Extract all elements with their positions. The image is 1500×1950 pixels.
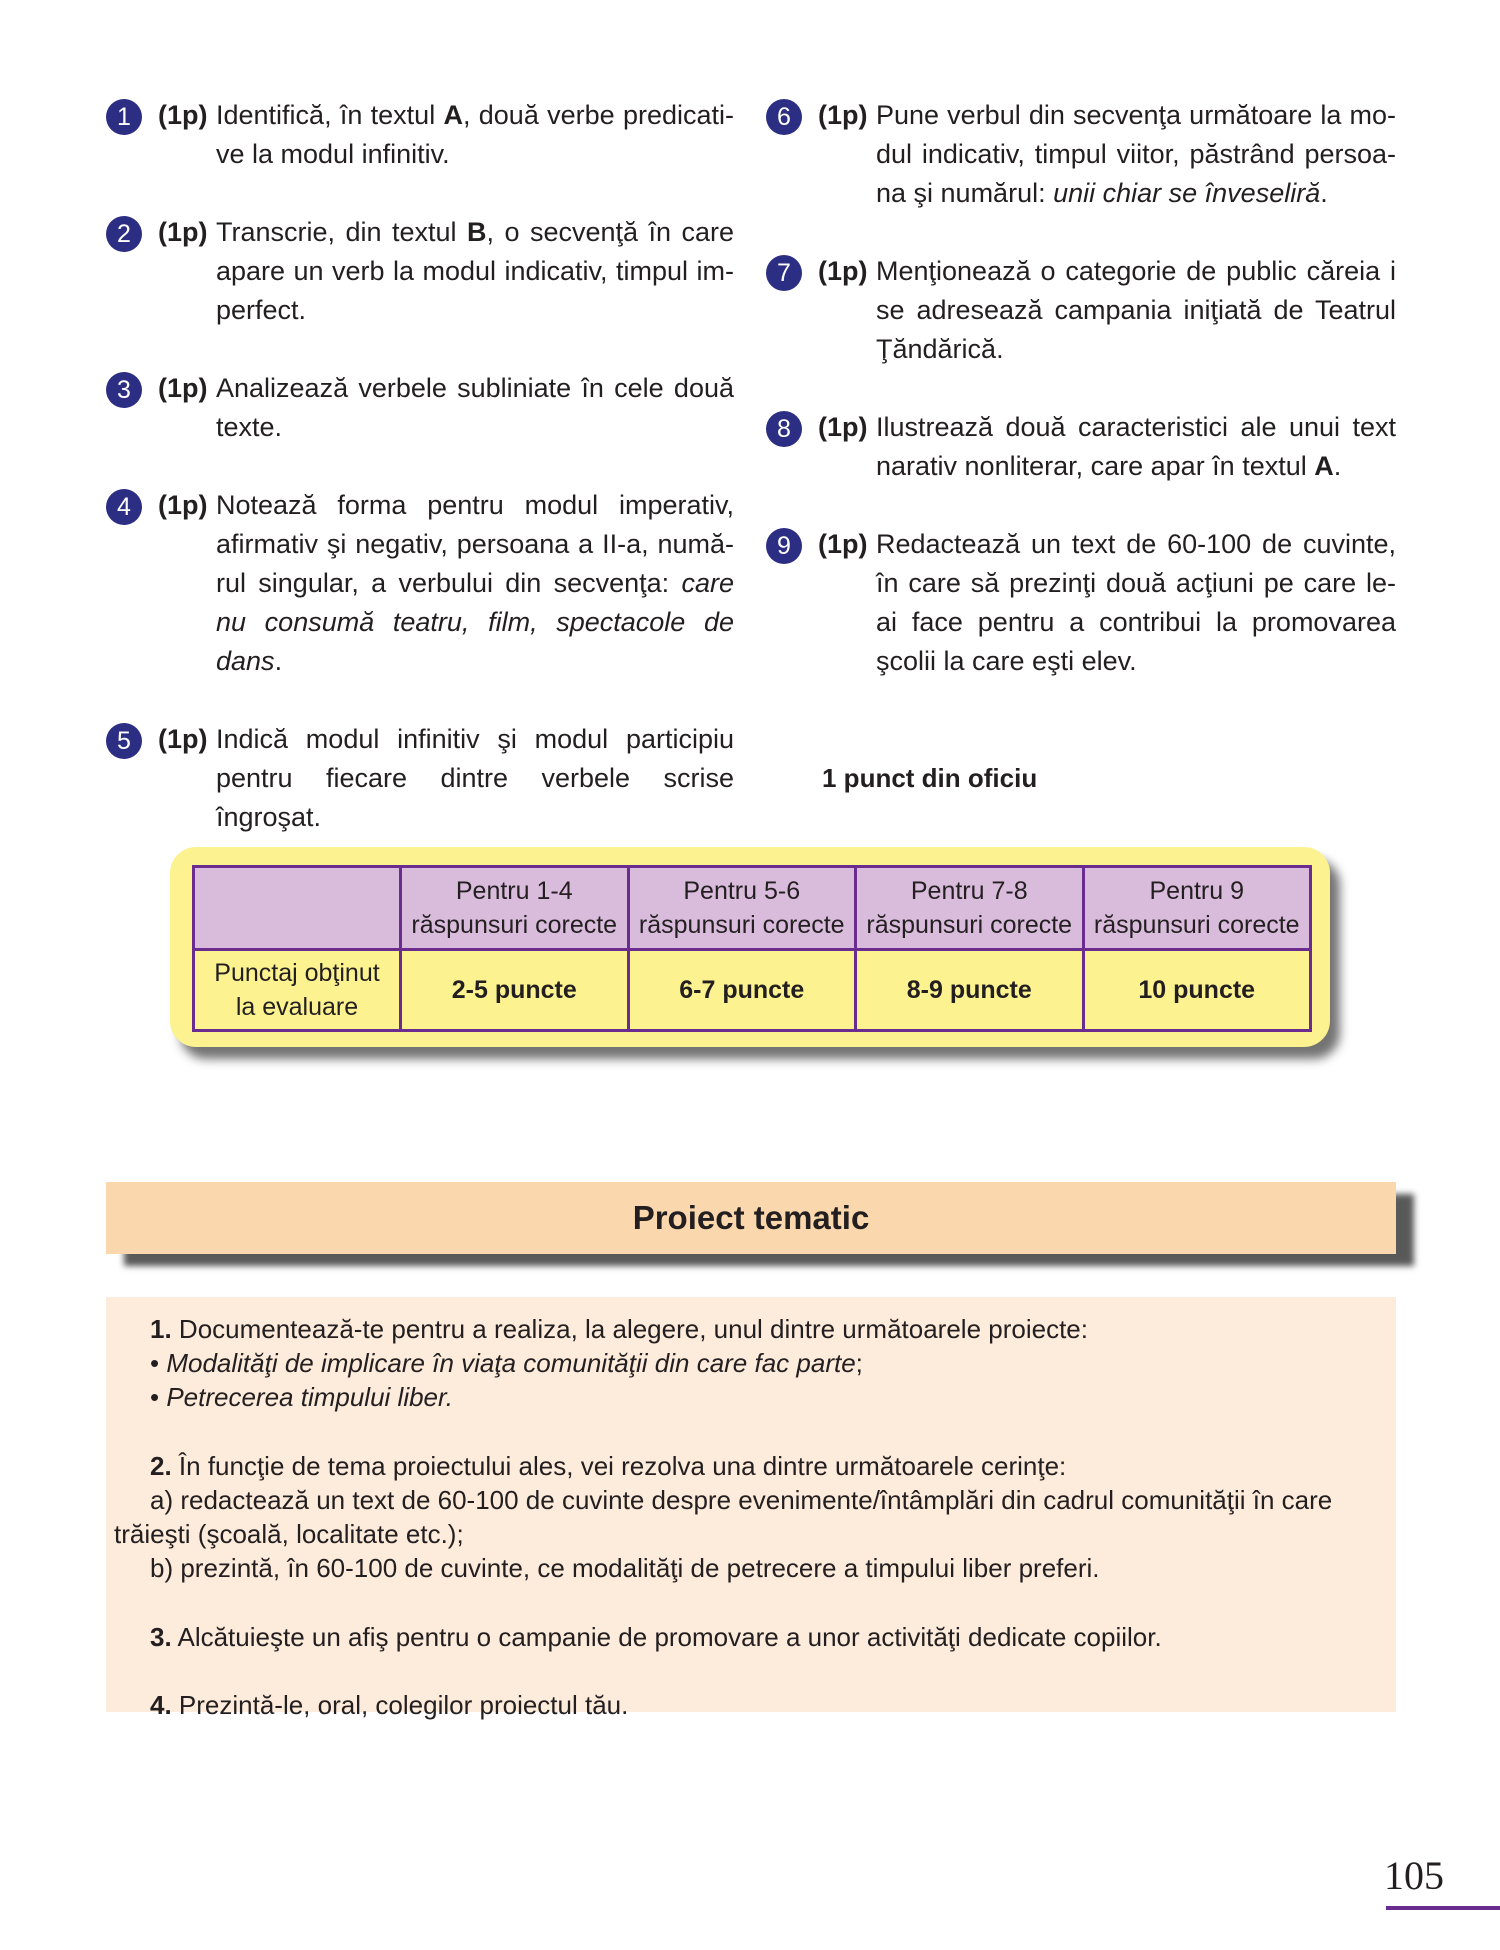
exercise-text: Transcrie, din textul: [216, 217, 467, 247]
quoted-sequence: unii chiar se înveseliră: [1053, 178, 1321, 208]
exercise-text: , două verbe predicati-ve la modul infinitiv.: [216, 100, 734, 169]
header-cell: [401, 867, 629, 950]
bullet-icon: •: [150, 1382, 167, 1412]
project-item-2: [150, 1449, 1066, 1483]
exercise-2: [106, 213, 734, 330]
item-number: 4.: [150, 1690, 172, 1720]
score-table-panel: [170, 847, 1330, 1047]
exercise-6: [766, 96, 1396, 213]
exercise-points: (1p): [158, 724, 208, 754]
exercise-points: (1p): [158, 217, 208, 247]
exercise-points: (1p): [158, 373, 208, 403]
exercise-text: Ilustrează două caracteristici ale unui text narativ nonliterar, care apar în textul: [876, 412, 1396, 481]
exercise-text: Redactează un text de 60-100 de cuvinte, în care să prezinţi două acţiuni pe care le-ai face pentru a contribui la promovarea şcolii la care eşti elev.: [876, 529, 1396, 676]
exercise-9: [766, 525, 1396, 681]
header-line: Pentru 5-6: [683, 877, 801, 905]
header-line: răspunsuri corecte: [1093, 911, 1300, 939]
item-number: 1.: [150, 1314, 172, 1344]
text-reference: A: [1314, 451, 1334, 481]
exercise-text: , o secvenţă în care apare un verb la modul indicativ, timpul im-perfect.: [216, 217, 734, 325]
exercise-7: [766, 252, 1396, 369]
exercise-points: (1p): [818, 256, 868, 286]
item-number: 3.: [150, 1622, 172, 1652]
exercise-8: [766, 408, 1396, 486]
exercise-text: Identifică, în textul: [216, 100, 444, 130]
header-line: răspunsuri corecte: [866, 911, 1073, 939]
exercise-number-badge: 4: [106, 489, 142, 525]
bonus-point-note: 1 punct din oficiu: [822, 763, 1038, 793]
exercise-number-badge: 5: [106, 723, 142, 759]
item-text: În funcţie de tema proiectului ales, vei rezolva una dintre următoarele cerinţe:: [171, 1451, 1067, 1481]
project-item-4: [150, 1688, 628, 1722]
header-cell: [856, 867, 1084, 950]
exercise-3: [106, 369, 734, 447]
item-text: Prezintă-le, oral, colegilor proiectul tău.: [171, 1690, 629, 1720]
empty-header-cell: [194, 867, 401, 950]
project-item-3: [150, 1620, 1162, 1654]
quoted-sequence: care nu consumă teatru, film, spectacole de dans: [216, 568, 734, 676]
exercise-text: Indică modul infinitiv şi modul participiu pentru fiecare dintre verbele scrise îngroşat.: [216, 724, 734, 832]
row-label-cell: [194, 950, 401, 1031]
exercise-points: (1p): [818, 100, 868, 130]
project-bullet: [150, 1380, 453, 1414]
exercise-4: [106, 486, 734, 681]
project-item-2a-continued: trăieşti (şcoală, localitate etc.);: [114, 1519, 464, 1549]
exercise-text: Analizează verbele subliniate în cele două texte.: [216, 373, 734, 442]
row-label-line: la evaluare: [235, 993, 359, 1021]
exercise-number-badge: 6: [766, 99, 802, 135]
score-table-header-row: [194, 867, 1311, 950]
score-value-cell: 10 puncte: [1083, 950, 1311, 1031]
exercise-number-badge: 3: [106, 372, 142, 408]
row-label-line: Punctaj obţinut: [214, 959, 380, 987]
exercise-text: .: [1320, 178, 1328, 208]
header-cell: [628, 867, 856, 950]
exercise-number-badge: 7: [766, 255, 802, 291]
page-number: 105: [1384, 1853, 1444, 1898]
exercise-text: Menţionează o categorie de public căreia i se adresează campania iniţiată de Teatrul Ţăndărică.: [876, 256, 1396, 364]
exercise-text: .: [274, 646, 283, 676]
exercises-right-column: [766, 96, 1396, 681]
bullet-icon: •: [150, 1348, 167, 1378]
exercise-text: .: [1333, 451, 1342, 481]
exercises-left-column: [106, 96, 734, 837]
score-value-cell: 2-5 puncte: [401, 950, 629, 1031]
project-title-band: [106, 1182, 1396, 1254]
header-line: răspunsuri corecte: [638, 911, 845, 939]
bullet-text: ;: [855, 1348, 863, 1378]
text-reference: B: [467, 217, 487, 247]
header-line: Pentru 9: [1149, 877, 1244, 905]
project-title: Proiect tematic: [632, 1199, 870, 1236]
project-bullet: [150, 1346, 863, 1380]
header-line: Pentru 7-8: [910, 877, 1028, 905]
project-item-2b: b) prezintă, în 60-100 de cuvinte, ce modalităţi de petrecere a timpului liber preferi.: [150, 1553, 1100, 1583]
score-table-row: [194, 950, 1311, 1031]
exercise-points: (1p): [158, 490, 208, 520]
header-line: răspunsuri corecte: [411, 911, 618, 939]
exercise-number-badge: 8: [766, 411, 802, 447]
bullet-text: Petrecerea timpului liber.: [166, 1382, 453, 1412]
exercise-points: (1p): [158, 100, 208, 130]
score-value-cell: 8-9 puncte: [856, 950, 1084, 1031]
score-value-cell: 6-7 puncte: [628, 950, 856, 1031]
project-item-1: [150, 1312, 1088, 1346]
project-item-2a: a) redactează un text de 60-100 de cuvinte despre evenimente/întâmplări din cadrul comunităţii în care: [150, 1485, 1333, 1515]
header-line: Pentru 1-4: [455, 877, 573, 905]
project-content-box: [106, 1297, 1396, 1720]
item-number: 2.: [150, 1451, 172, 1481]
text-reference: A: [443, 100, 463, 130]
exercise-number-badge: 9: [766, 528, 802, 564]
page-number-underline: [1386, 1906, 1500, 1910]
exercise-number-badge: 1: [106, 99, 142, 135]
exercise-5: [106, 720, 734, 837]
item-text: Alcătuieşte un afiş pentru o campanie de promovare a unor activităţi dedicate copiilor.: [171, 1622, 1162, 1652]
exercise-text: Notează forma pentru modul imperativ, afirmativ şi negativ, persoana a II-a, numă-rul singular, a verbului din secvenţa:: [216, 490, 734, 598]
exercise-number-badge: 2: [106, 216, 142, 252]
exercise-text: Pune verbul din secvenţa următoare la mo-dul indicativ, timpul viitor, păstrând persoa-na şi numărul:: [876, 100, 1396, 208]
exercise-points: (1p): [818, 412, 868, 442]
bullet-text: Modalităţi de implicare în viaţa comunităţii din care fac parte: [166, 1348, 856, 1378]
item-text: Documentează-te pentru a realiza, la alegere, unul dintre următoarele proiecte:: [171, 1314, 1088, 1344]
exercise-points: (1p): [818, 529, 868, 559]
exercise-1: [106, 96, 734, 174]
score-table: [192, 865, 1312, 1032]
header-cell: [1083, 867, 1311, 950]
